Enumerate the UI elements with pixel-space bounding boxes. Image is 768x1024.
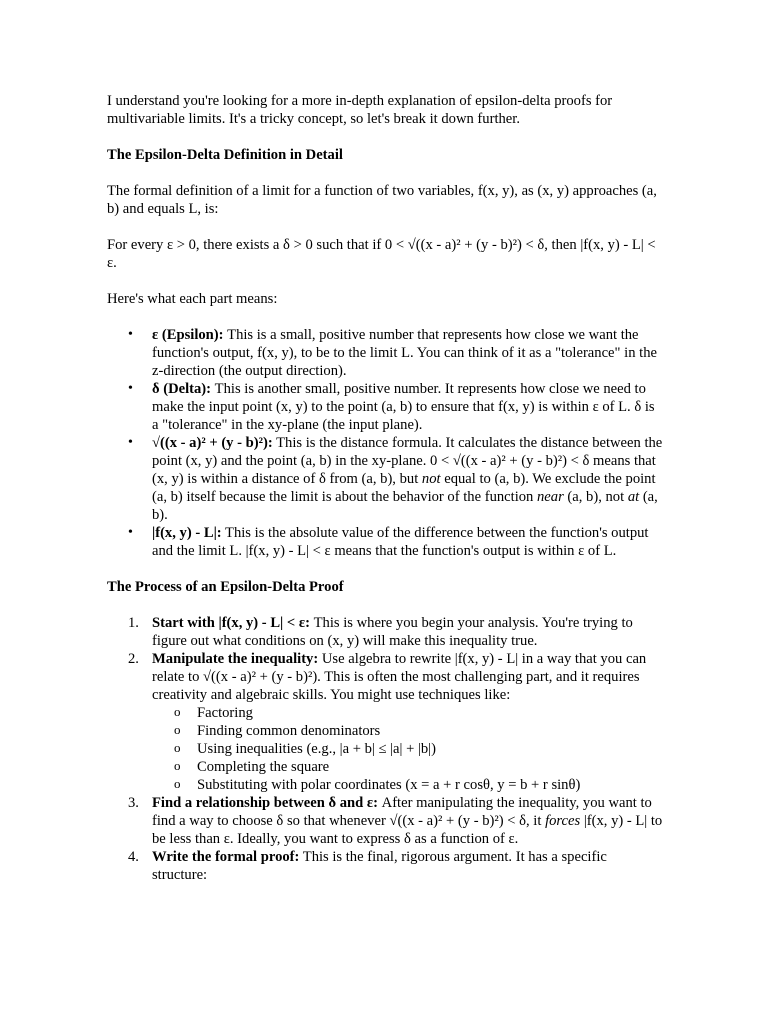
term-description: This is the distance formula. It calculates the distance between the point (x, y) and the point (a, b) in the xy-plane. 0 < √((x - a)² + (y - b)²) < δ means that (x, y) is within a distance of δ from (a, b), but — [152, 435, 663, 487]
term-label: |f(x, y) - L|: — [152, 525, 222, 541]
list-item — [128, 326, 663, 380]
step-title: Write the formal proof: — [152, 849, 300, 865]
step-number: 3. — [128, 795, 139, 811]
circle-bullet-icon: o — [174, 758, 181, 773]
term-label: ε (Epsilon): — [152, 327, 224, 343]
term-label: δ (Delta): — [152, 381, 212, 397]
step-description: This is the final, rigorous argument. It has a specific structure: — [152, 849, 607, 883]
proof-steps-list — [107, 614, 663, 884]
section-heading-process: The Process of an Epsilon-Delta Proof — [107, 579, 344, 595]
emphasis-text: forces — [545, 813, 581, 829]
list-item — [174, 704, 663, 722]
bullet-icon: • — [128, 381, 133, 396]
technique-label: Completing the square — [197, 759, 330, 775]
document-body — [107, 92, 663, 884]
term-label: √((x - a)² + (y - b)²): — [152, 435, 273, 451]
step-number: 1. — [128, 615, 139, 631]
step-description: After manipulating the inequality, you want to find a way to choose δ so that whenever √((x - a)² + (y - b)²) < δ, it — [152, 795, 652, 829]
emphasis-text: at — [627, 489, 640, 505]
formal-definition-paragraph: For every ε > 0, there exists a δ > 0 such that if 0 < √((x - a)² + (y - b)²) < δ, then |f(x, y) - L| < ε. — [107, 237, 656, 271]
circle-bullet-icon: o — [174, 776, 181, 791]
step-description: Use algebra to rewrite |f(x, y) - L| in a way that you can relate to √((x - a)² + (y - b)²). This is often the most challenging part, and it requires creativity and algebraic skills. You might use techniques like: — [152, 651, 647, 703]
emphasis-text: near — [537, 489, 564, 505]
circle-bullet-icon: o — [174, 704, 181, 719]
list-item — [128, 434, 663, 524]
definition-intro-paragraph: The formal definition of a limit for a function of two variables, f(x, y), as (x, y) approaches (a, b) and equals L, is: — [107, 183, 657, 217]
bullet-icon: • — [128, 327, 133, 342]
list-item — [174, 722, 663, 740]
step-number: 2. — [128, 651, 139, 667]
step-title: Manipulate the inequality: — [152, 651, 319, 667]
list-item — [174, 758, 663, 776]
list-item — [128, 848, 663, 884]
techniques-list — [152, 704, 663, 794]
section-heading-definition: The Epsilon-Delta Definition in Detail — [107, 147, 343, 163]
bullet-icon: • — [128, 525, 133, 540]
step-title: Start with |f(x, y) - L| < ε: — [152, 615, 310, 631]
technique-label: Finding common denominators — [197, 723, 381, 739]
intro-paragraph: I understand you're looking for a more in-depth explanation of epsilon-delta proofs for multivariable limits. It's a tricky concept, so let's break it down further. — [107, 93, 613, 127]
step-number: 4. — [128, 849, 139, 865]
term-description: This is another small, positive number. It represents how close we need to make the input point (x, y) to the point (a, b) to ensure that f(x, y) is within ε of L. δ is a "tolerance" in the xy-plane (the input plane). — [152, 381, 655, 433]
emphasis-text: not — [421, 471, 441, 487]
technique-label: Substituting with polar coordinates (x = a + r cosθ, y = b + r sinθ) — [197, 777, 581, 793]
definition-parts-list — [107, 326, 663, 560]
term-description: This is the absolute value of the difference between the function's output and the limit L. |f(x, y) - L| < ε means that the function's output is within ε of L. — [152, 525, 649, 559]
list-item — [128, 650, 663, 794]
list-item — [128, 524, 663, 560]
list-item — [174, 776, 663, 794]
term-description: (a, b), not — [563, 489, 628, 505]
parts-intro-paragraph: Here's what each part means: — [107, 291, 278, 307]
term-description: (a, b). — [152, 489, 658, 523]
step-description: |f(x, y) - L| to be less than ε. Ideally, you want to express δ as a function of ε. — [152, 813, 663, 847]
list-item — [128, 614, 663, 650]
circle-bullet-icon: o — [174, 722, 181, 737]
list-item — [128, 380, 663, 434]
list-item — [174, 740, 663, 758]
technique-label: Using inequalities (e.g., |a + b| ≤ |a| + |b|) — [197, 741, 436, 757]
circle-bullet-icon: o — [174, 740, 181, 755]
term-description: equal to (a, b). We exclude the point (a, b) itself because the limit is about the behavior of the function — [152, 471, 656, 505]
list-item — [128, 794, 663, 848]
step-description: This is where you begin your analysis. You're trying to figure out what conditions on (x, y) will make this inequality true. — [152, 615, 633, 649]
step-title: Find a relationship between δ and ε: — [152, 795, 378, 811]
bullet-icon: • — [128, 435, 133, 450]
technique-label: Factoring — [197, 705, 253, 721]
term-description: This is a small, positive number that represents how close we want the function's output, f(x, y), to be to the limit L. You can think of it as a "tolerance" in the z-direction (the output direction). — [152, 327, 657, 379]
